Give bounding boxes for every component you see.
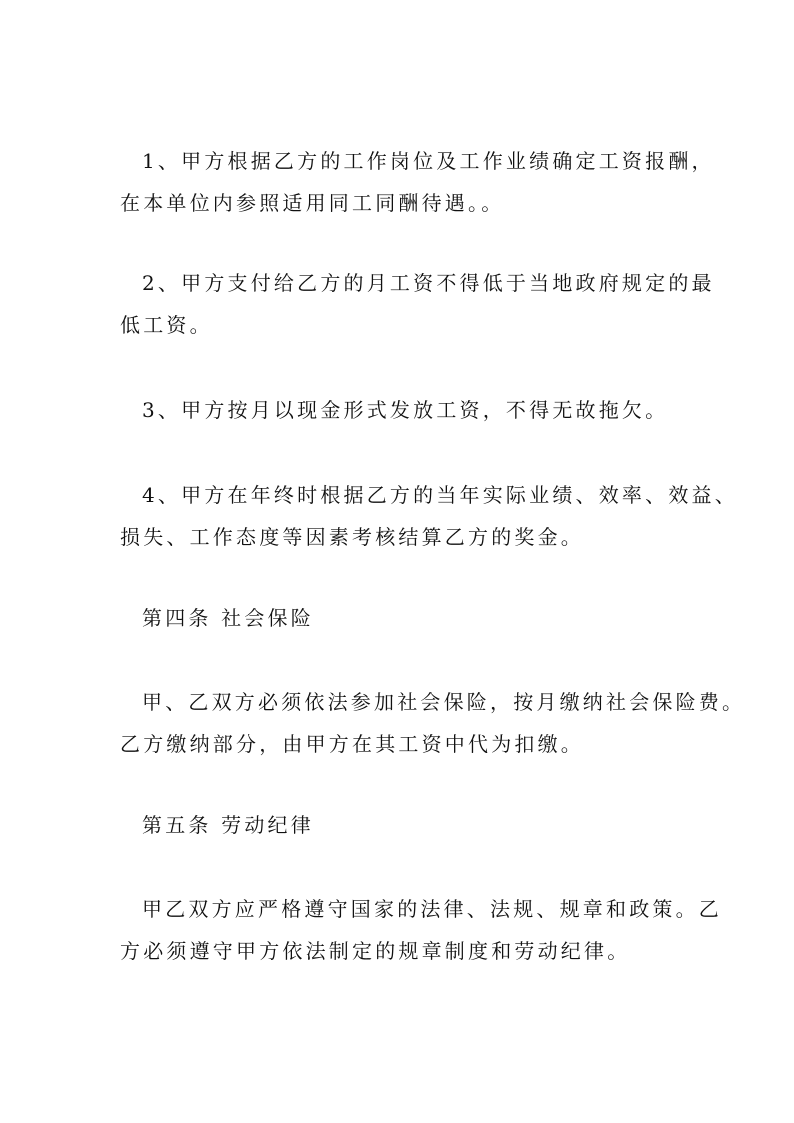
- paragraph-line: 4、甲方在年终时根据乙方的当年实际业绩、效率、效益、: [142, 483, 738, 507]
- paragraph-minimum-wage: [120, 262, 715, 346]
- paragraph-line: 乙方缴纳部分，由甲方在其工资中代为扣缴。: [120, 732, 584, 756]
- paragraph-line: 1、甲方根据乙方的工作岗位及工作业绩确定工资报酬，: [142, 149, 715, 173]
- paragraph-line: 损失、工作态度等因素考核结算乙方的奖金。: [120, 525, 584, 549]
- paragraph-wage-determination: [120, 140, 715, 224]
- paragraph-line: 甲乙双方应严格遵守国家的法律、法规、规章和政策。乙: [142, 897, 722, 921]
- paragraph-line: 方必须遵守甲方依法制定的规章制度和劳动纪律。: [120, 939, 631, 963]
- paragraph-line: 在本单位内参照适用同工同酬待遇。。: [120, 191, 505, 215]
- paragraph-year-end-bonus: [120, 474, 738, 558]
- article-4-heading: [120, 597, 702, 639]
- section-heading: 第四条 社会保险: [142, 606, 314, 630]
- paragraph-line: 3、甲方按月以现金形式发放工资，不得无故拖欠。: [142, 398, 669, 422]
- article-5-labor-discipline: [120, 888, 722, 972]
- paragraph-line: 低工资。: [120, 313, 213, 337]
- paragraph-cash-payment: [120, 389, 702, 431]
- article-4-social-insurance: [120, 681, 746, 765]
- paragraph-line: 2、甲方支付给乙方的月工资不得低于当地政府规定的最: [142, 271, 715, 295]
- article-5-heading: [120, 804, 702, 846]
- section-heading: 第五条 劳动纪律: [142, 813, 314, 837]
- paragraph-line: 甲、乙双方必须依法参加社会保险，按月缴纳社会保险费。: [142, 690, 746, 714]
